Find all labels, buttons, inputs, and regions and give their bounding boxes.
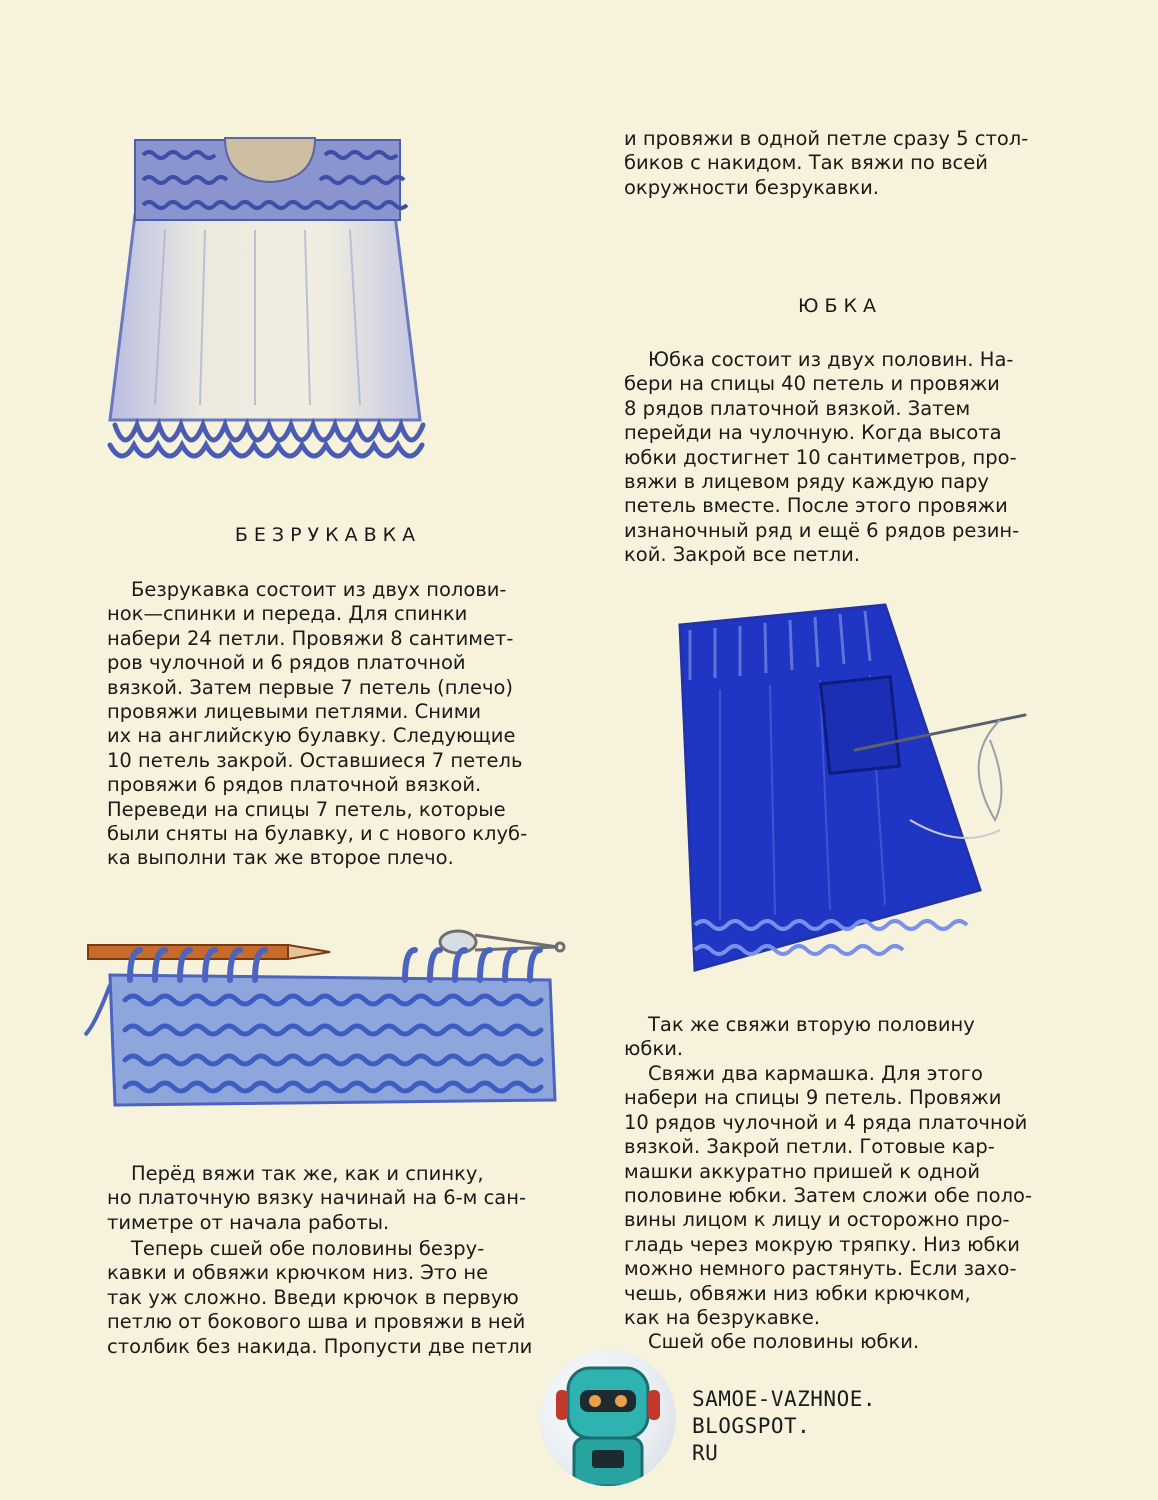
skirt-illustration: [660, 590, 1030, 990]
skirt-paragraph-4: Сшей обе половины юбки.: [648, 1330, 920, 1353]
knitting-sample-illustration: [80, 925, 570, 1125]
vest-paragraph-1: Безрукавка состоит из двух полови- нок—спинки и переда. Для спинки набери 24 петли. Провяжи 8 сантимет- ров чулочной и 6 рядов платочной вязкой. Затем первые 7 петель (плечо) провяжи лицевыми петлями. Сними их на английскую булавку. Следующие 10 петель закрой. Оставшиеся 7 петель провяжи 6 рядов платочной вязкой. Переведи на спицы 7 петель, которые были сняты на булавку, и с нового клуб- ка выполни так же второе плечо.: [107, 578, 528, 870]
skirt-paragraph-3: Свяжи два кармашка. Для этого набери на спицы 9 петель. Провяжи 10 рядов чулочной и 4 ряда платочной вязкой. Закрой петли. Готовые кар- машки аккуратно пришей к одной половине юбки. Затем сложи обе поло- вины лицом к лицу и осторожно про- гладь через мокрую тряпку. Низ юбки можно немного растянуть. Если захо- чешь, обвяжи низ юбки крючком, как на безрукавке.: [624, 1062, 1033, 1330]
skirt-paragraph-1: Юбка состоит из двух половин. На- бери на спицы 40 петель и провяжи 8 рядов платочной вязкой. Затем перейди на чулочную. Когда высота юбки достигнет 10 сантиметров, про- вяжи в лицевом ряду каждую пару петель вместе. После этого провяжи изнаночный ряд и ещё 6 рядов резин- кой. Закрой все петли.: [624, 348, 1020, 567]
watermark-line-3: RU: [692, 1441, 719, 1465]
robot-logo-icon: [540, 1350, 676, 1486]
vest-paragraph-3: Теперь сшей обе половины безру- кавки и обвяжи крючком низ. Это не так уж сложно. Введи крючок в первую петлю от бокового шва и провяжи в ней столбик без накида. Пропусти две петли: [107, 1237, 533, 1358]
skirt-paragraph-2: Так же свяжи вторую половину юбки.: [624, 1013, 975, 1061]
vest-illustration: [95, 120, 435, 490]
watermark-line-1: SAMOE-VAZHNOE.: [692, 1387, 877, 1411]
vest-text-continuation: и провяжи в одной петле сразу 5 стол- биков с накидом. Так вяжи по всей окружности безрукавки.: [624, 127, 1029, 199]
skirt-heading: ЮБКА: [797, 295, 883, 317]
vest-heading: БЕЗРУКАВКА: [234, 524, 422, 546]
vest-paragraph-2: Перёд вяжи так же, как и спинку, но платочную вязку начинай на 6-м сан- тиметре от начала работы.: [107, 1162, 527, 1234]
watermark-line-2: BLOGSPOT.: [692, 1414, 811, 1438]
